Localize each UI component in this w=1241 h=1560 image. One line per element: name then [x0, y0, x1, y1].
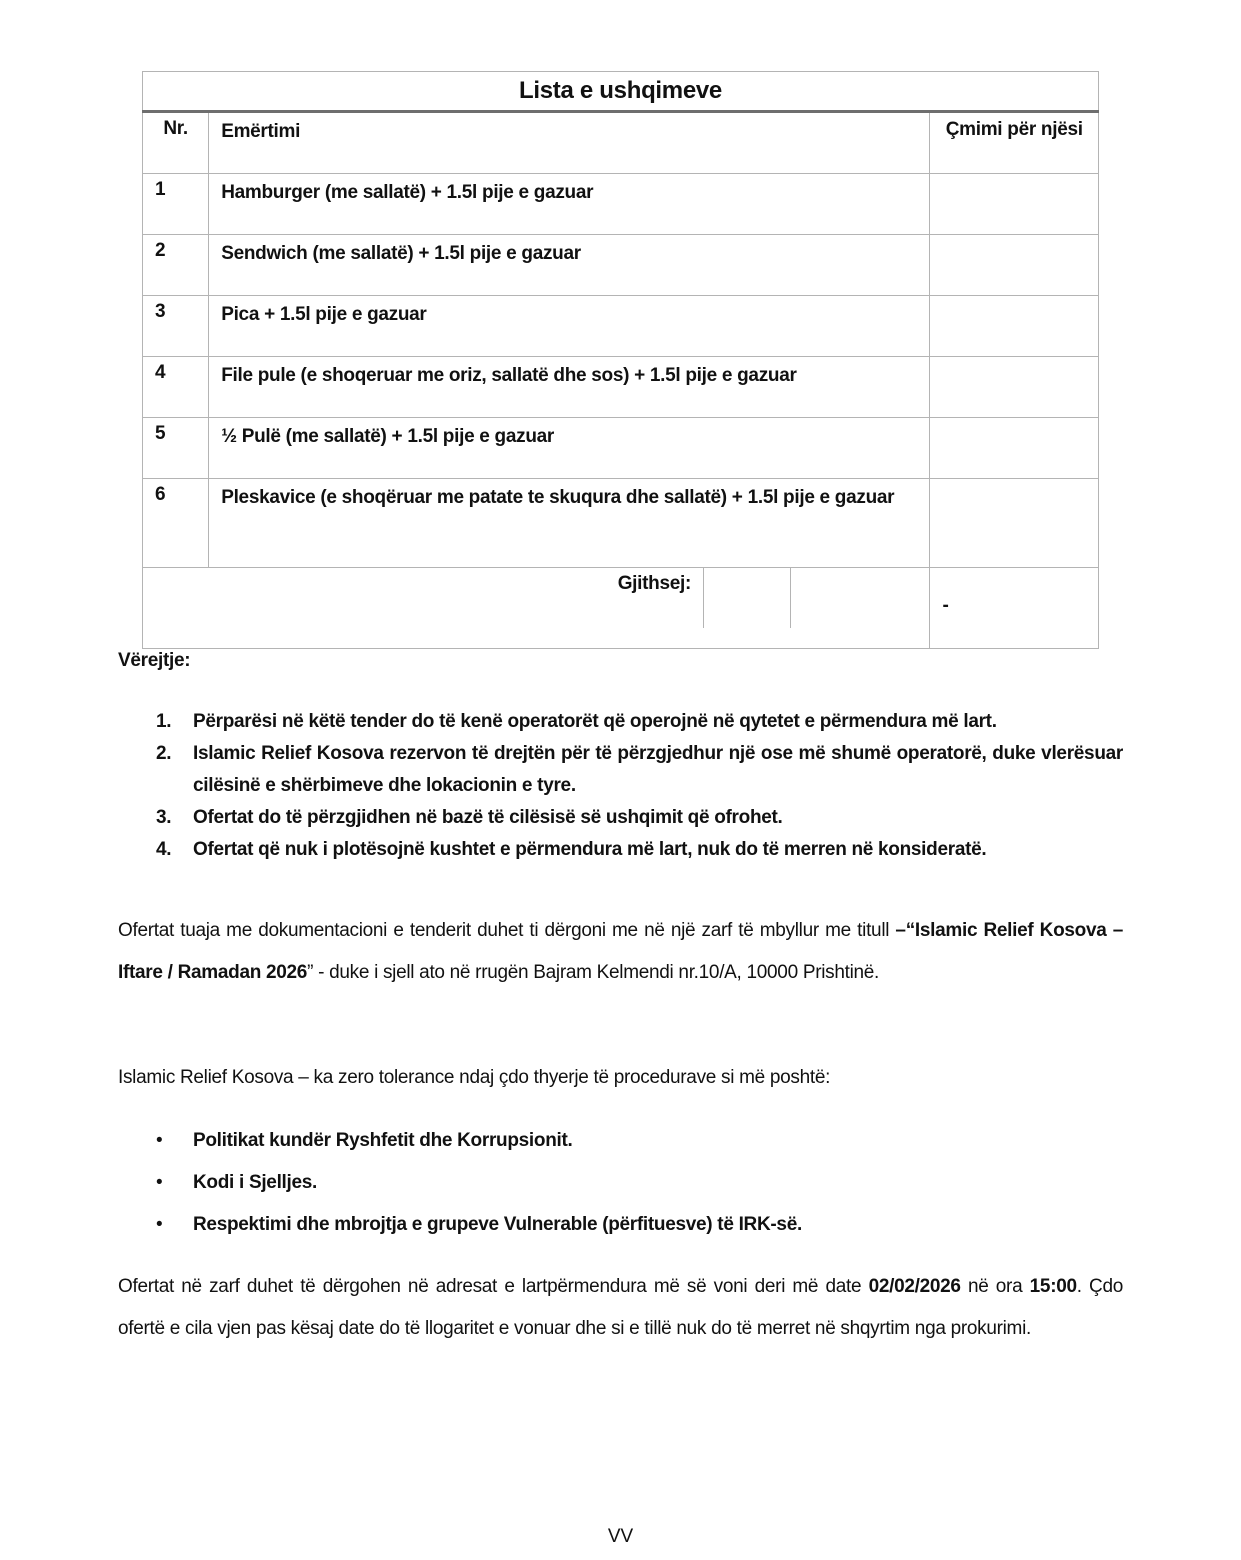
- row-price: [930, 174, 1099, 235]
- table-header-row: [143, 112, 1099, 174]
- remark-text: Islamic Relief Kosova rezervon të drejtën për të përzgjedhur një ose më shumë operatorë, duke vlerësuar cilësinë e shërbimeve dhe lokacionin e tyre.: [193, 743, 1123, 796]
- deadline-paragraph: Ofertat në zarf duhet të dërgohen në adresat e lartpërmendura më së voni deri më date 02/02/2026 në ora 15:00. Çdo ofertë e cila vjen pas kësaj date do të llogaritet e vonuar dhe si e tillë nuk do të merret në shqyrtim nga prokurimi.: [118, 1276, 1123, 1339]
- total-cell-2: [791, 568, 930, 628]
- row-name: Hamburger (me sallatë) + 1.5l pije e gazuar: [209, 174, 930, 235]
- remark-number: 1.: [156, 711, 172, 732]
- row-name: Sendwich (me sallatë) + 1.5l pije e gazuar: [209, 235, 930, 296]
- remark-number: 4.: [156, 839, 172, 860]
- submission-title: –“Islamic Relief Kosova – Iftare / Ramadan 2026: [118, 920, 1123, 983]
- tolerance-intro: Islamic Relief Kosova – ka zero tolerance ndaj çdo thyerje të procedurave si më poshtë:: [118, 1067, 831, 1088]
- submission-paragraph: Ofertat tuaja me dokumentacioni e tenderit duhet ti dërgoni me në një zarf të mbyllur me titull –“Islamic Relief Kosova – Iftare / Ramadan 2026” - duke i sjell ato në rrugën Bajram Kelmendi nr.10/A, 10000 Prishtinë.: [118, 920, 1123, 983]
- row-price: [930, 479, 1099, 568]
- page-number: VV: [607, 1526, 634, 1547]
- table-row: [143, 357, 1099, 418]
- row-price: [930, 418, 1099, 479]
- table-row: [143, 235, 1099, 296]
- remark-text: Përparësi në këtë tender do të kenë operatorët që operojnë në qytetet e përmendura më lart.: [193, 711, 997, 732]
- row-price: [930, 357, 1099, 418]
- table-row: [143, 479, 1099, 568]
- remark-item: [118, 738, 1123, 802]
- total-value: -: [930, 568, 1099, 649]
- remark-item: [118, 802, 1123, 834]
- total-row: [143, 568, 1099, 649]
- row-name: File pule (e shoqeruar me oriz, sallatë dhe sos) + 1.5l pije e gazuar: [209, 357, 930, 418]
- header-nr: Nr.: [143, 112, 209, 174]
- header-name: Emërtimi: [209, 112, 930, 174]
- row-name: ½ Pulë (me sallatë) + 1.5l pije e gazuar: [209, 418, 930, 479]
- table-row: [143, 174, 1099, 235]
- remark-item: [118, 706, 1123, 738]
- remark-number: 3.: [156, 807, 172, 828]
- deadline-time: 15:00: [1029, 1276, 1077, 1297]
- row-nr: 4: [143, 357, 209, 418]
- row-price: [930, 296, 1099, 357]
- row-nr: 6: [143, 479, 209, 568]
- tolerance-list: [118, 1120, 1123, 1246]
- remarks-title: Vërejtje:: [118, 650, 191, 671]
- bullet-icon: •: [156, 1130, 163, 1151]
- header-price: Çmimi për njësi: [930, 112, 1099, 174]
- bullet-icon: •: [156, 1214, 163, 1235]
- row-price: [930, 235, 1099, 296]
- remarks-list: [118, 706, 1123, 866]
- bullet-icon: •: [156, 1172, 163, 1193]
- tolerance-item: • Respektimi dhe mbrojtja e grupeve Vulnerable (përfituesve) të IRK-së.: [118, 1204, 1123, 1246]
- table-title: Lista e ushqimeve: [143, 72, 1099, 112]
- table-row: [143, 296, 1099, 357]
- row-name: Pleskavice (e shoqëruar me patate te skuqura dhe sallatë) + 1.5l pije e gazuar: [209, 479, 930, 568]
- remark-item: [118, 834, 1123, 866]
- tolerance-item: • Kodi i Sjelljes.: [118, 1162, 1123, 1204]
- remark-text: Ofertat do të përzgjidhen në bazë të cilësisë së ushqimit që ofrohet.: [193, 807, 783, 828]
- remark-text: Ofertat që nuk i plotësojnë kushtet e përmendura më lart, nuk do të merren në konsideratë.: [193, 839, 987, 860]
- row-name: Pica + 1.5l pije e gazuar: [209, 296, 930, 357]
- row-nr: 3: [143, 296, 209, 357]
- remark-number: 2.: [156, 743, 172, 764]
- row-nr: 1: [143, 174, 209, 235]
- row-nr: 5: [143, 418, 209, 479]
- food-list-table: [142, 71, 1099, 649]
- total-label: Gjithsej:: [143, 568, 704, 628]
- total-cell-1: [704, 568, 791, 628]
- tolerance-item: • Politikat kundër Ryshfetit dhe Korrupsionit.: [118, 1120, 1123, 1162]
- table-row: [143, 418, 1099, 479]
- row-nr: 2: [143, 235, 209, 296]
- deadline-date: 02/02/2026: [868, 1276, 961, 1297]
